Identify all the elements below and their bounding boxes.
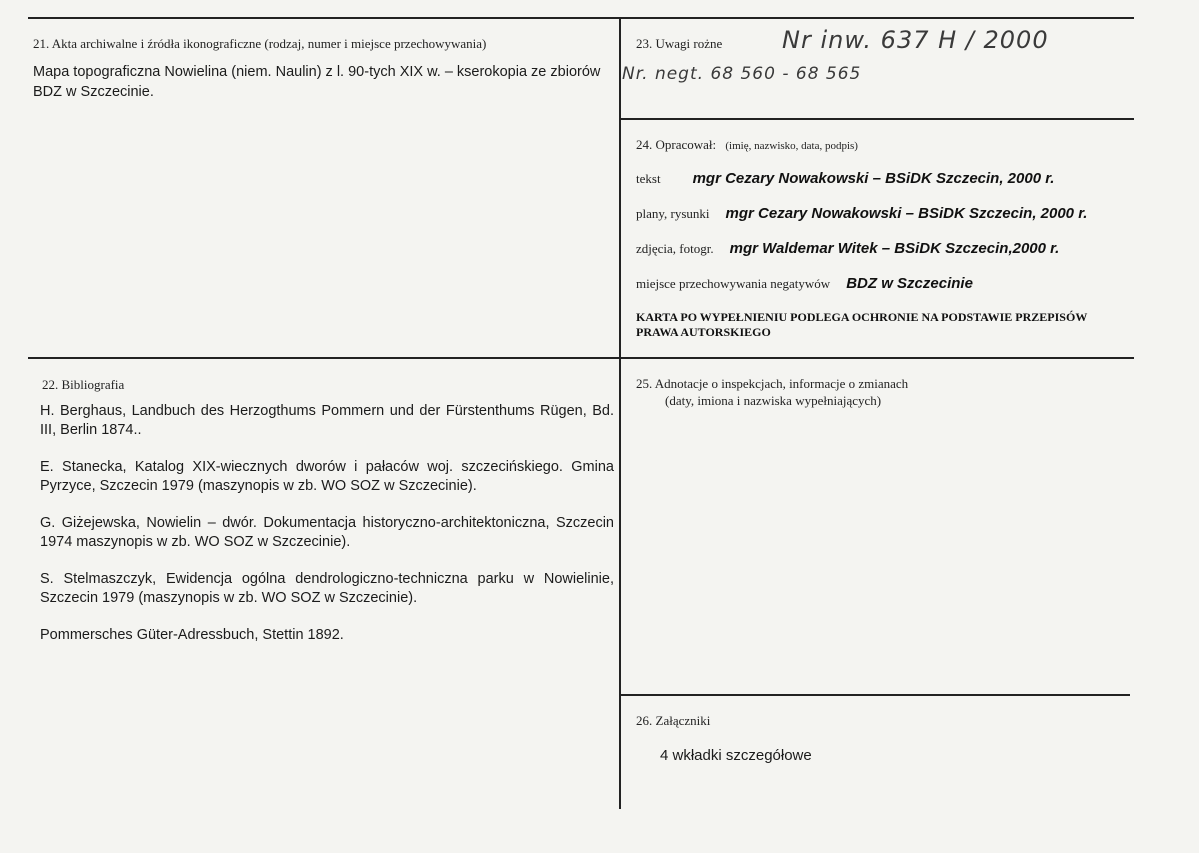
- center-vertical-divider: [619, 17, 621, 809]
- section-24-label: [636, 137, 858, 153]
- section-21-label: 21. Akta archiwalne i źródła ikonograficzne (rodzaj, numer i miejsce przechowywania): [33, 36, 487, 51]
- middle-divider: [28, 357, 1134, 359]
- bibliography-entry: S. Stelmaszczyk, Ewidencja ogólna dendrologiczno-techniczna parku w Nowielinie, Szczecin 1979 (maszynopis w zb. WO SOZ w Szczecinie).: [40, 571, 614, 606]
- credit-value: mgr Cezary Nowakowski – BSiDK Szczecin, 2000 r.: [692, 170, 1055, 187]
- section-25-label-line-2: (daty, imiona i nazwiska wypełniających): [665, 393, 882, 408]
- bibliography-entry: E. Stanecka, Katalog XIX-wiecznych dworów i pałaców woj. szczecińskiego. Gmina Pyrzyce, Szczecin 1979 (maszynopis w zb. WO SOZ w Szczecinie).: [40, 459, 614, 494]
- section-23-label: 23. Uwagi rożne: [636, 36, 723, 51]
- credit-label: plany, rysunki: [636, 206, 710, 221]
- credit-row-plans: [636, 205, 1087, 223]
- top-border: [28, 17, 1134, 19]
- credit-label: miejsce przechowywania negatywów: [636, 276, 831, 291]
- divider-25-26: [620, 694, 1130, 696]
- bibliography-entry: H. Berghaus, Landbuch des Herzogthums Pommern und der Fürstenthums Rügen, Bd. III, Berlin 1874..: [40, 403, 614, 438]
- credit-value: BDZ w Szczecinie: [846, 275, 973, 292]
- copyright-notice: [636, 310, 1087, 340]
- bibliography-list: [40, 402, 614, 663]
- credit-row-photos: [636, 240, 1059, 258]
- credit-label: tekst: [636, 171, 661, 186]
- handwritten-negative-numbers: Nr. negt. 68 560 - 68 565: [622, 64, 862, 84]
- bibliography-entry: Pommersches Güter-Adressbuch, Stettin 1892.: [40, 627, 344, 643]
- divider-23-24: [620, 118, 1134, 120]
- bibliography-entry: G. Giżejewska, Nowielin – dwór. Dokumentacja historyczno-architektoniczna, Szczecin 1974 maszynopis w zb. WO SOZ w Szczecinie).: [40, 515, 614, 550]
- copyright-notice-line-1: KARTA PO WYPEŁNIENIU PODLEGA OCHRONIE NA PODSTAWIE PRZEPISÓW: [636, 310, 1088, 324]
- section-24-hint: (imię, nazwisko, data, podpis): [725, 140, 858, 152]
- credit-row-negatives: [636, 275, 973, 293]
- section-24-title: 24. Opracował:: [636, 137, 717, 152]
- credit-row-text: [636, 170, 1054, 188]
- section-25-label-line-1: 25. Adnotacje o inspekcjach, informacje o zmianach: [636, 376, 909, 391]
- credit-label: zdjęcia, fotogr.: [636, 241, 714, 256]
- copyright-notice-line-2: PRAWA AUTORSKIEGO: [636, 325, 771, 339]
- credit-value: mgr Cezary Nowakowski – BSiDK Szczecin, 2000 r.: [725, 205, 1088, 222]
- section-21-text: Mapa topograficzna Nowielina (niem. Naulin) z l. 90-tych XIX w. – kserokopia ze zbiorów BDZ w Szczecinie.: [33, 64, 601, 100]
- section-26-text: 4 wkładki szczegółowe: [660, 747, 812, 764]
- section-26-label: 26. Załączniki: [636, 713, 711, 728]
- section-22-label: 22. Bibliografia: [42, 377, 125, 392]
- credit-value: mgr Waldemar Witek – BSiDK Szczecin,2000 r.: [729, 240, 1060, 257]
- handwritten-inventory-number: Nr inw. 637 H / 2000: [782, 26, 1049, 54]
